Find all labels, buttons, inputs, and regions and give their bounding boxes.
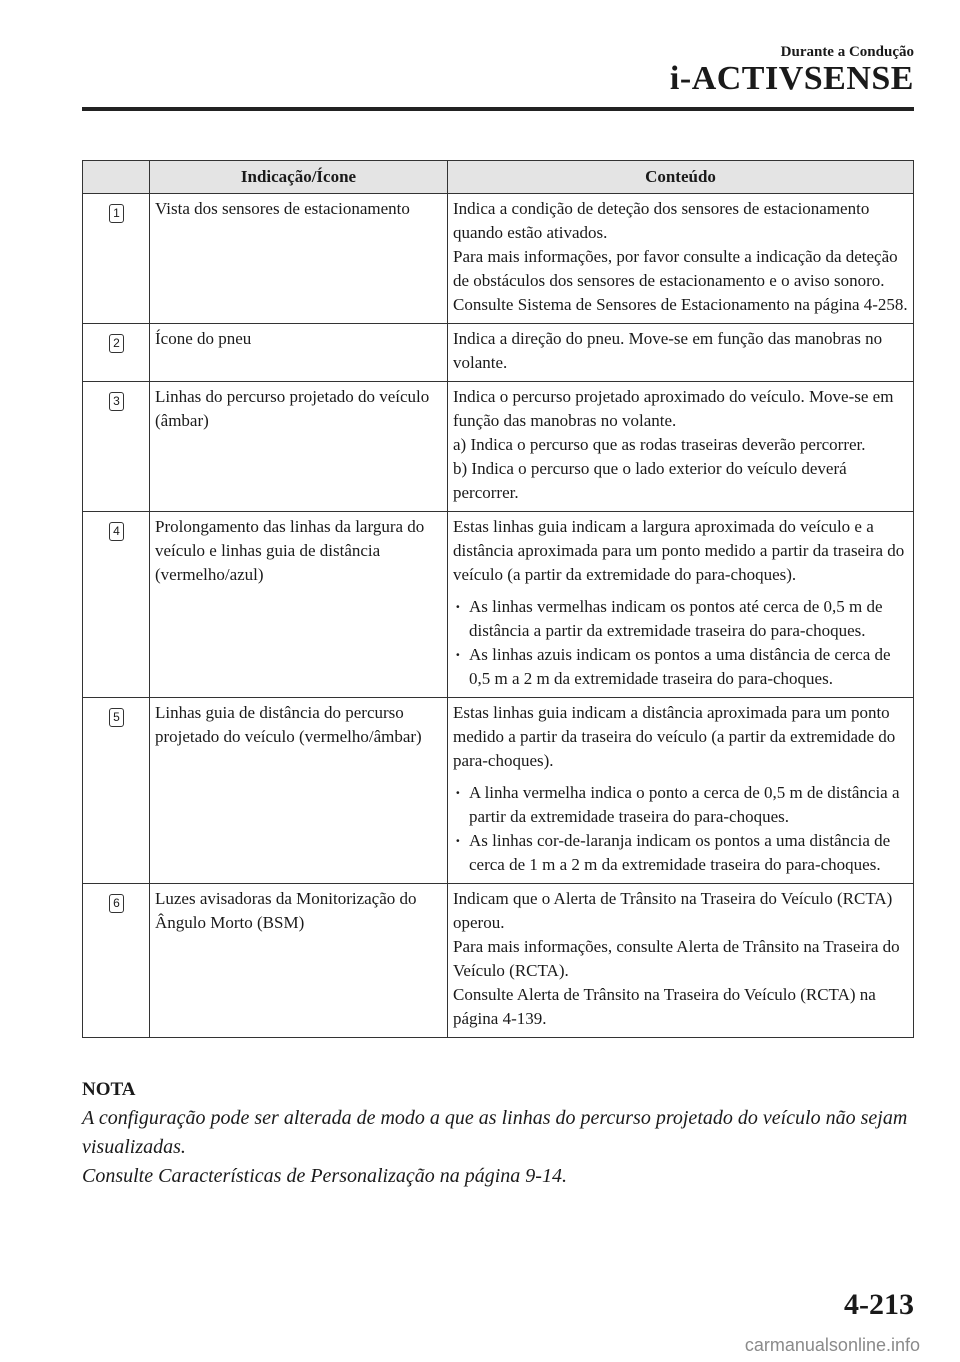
- content-paragraph: Indica o percurso projetado aproximado do veículo. Move-se em função das manobras no volante.: [453, 387, 894, 430]
- bullet-item: · A linha vermelha indica o ponto a cerca de 0,5 m de distância a partir da extremidade traseira do para-choques.: [469, 781, 909, 829]
- bullet-item: · As linhas vermelhas indicam os pontos até cerca de 0,5 m de distância a partir da extremidade traseira do para-choques.: [469, 595, 909, 643]
- note-reference: Consulte Características de Personalização na página 9-14.: [82, 1165, 567, 1187]
- content-paragraph: Indica a condição de deteção dos sensores de estacionamento quando estão ativados.: [453, 199, 870, 242]
- watermark: carmanualsonline.info: [744, 1335, 920, 1355]
- table-body: [83, 194, 914, 1038]
- indicator-cell: Linhas do percurso projetado do veículo (âmbar): [150, 382, 448, 512]
- indicator-cell: Vista dos sensores de estacionamento: [150, 194, 448, 324]
- indicator-cell: Linhas guia de distância do percurso projetado do veículo (vermelho/âmbar): [150, 698, 448, 884]
- indicator-cell: Ícone do pneu: [150, 324, 448, 382]
- content-paragraph: b) Indica o percurso que o lado exterior do veículo deverá percorrer.: [453, 459, 847, 502]
- callout-number-badge: 4: [109, 522, 124, 541]
- bullet-item: · As linhas azuis indicam os pontos a uma distância de cerca de 0,5 m a 2 m da extremidade traseira do para-choques.: [469, 643, 909, 691]
- callout-number-badge: 2: [109, 334, 124, 353]
- bullet-list: [453, 595, 909, 691]
- content-cell: [448, 324, 914, 382]
- row-number-cell: [83, 698, 150, 884]
- content-cell: [448, 194, 914, 324]
- note-title: NOTA: [82, 1079, 136, 1100]
- indicator-cell: Prolongamento das linhas da largura do veículo e linhas guia de distância (vermelho/azul): [150, 512, 448, 698]
- table-row: [83, 194, 914, 324]
- indicator-table: [82, 160, 914, 1038]
- content-cell: [448, 382, 914, 512]
- header-cell-indicator: Indicação/Ícone: [150, 161, 448, 194]
- table-row: [83, 382, 914, 512]
- table-row: [83, 324, 914, 382]
- callout-number-badge: 5: [109, 708, 124, 727]
- content-cell: [448, 512, 914, 698]
- content-paragraph: Indica a direção do pneu. Move-se em função das manobras no volante.: [453, 329, 883, 372]
- content-paragraph: Para mais informações, por favor consulte a indicação da deteção de obstáculos dos sensores de estacionamento e o aviso sonoro.: [453, 247, 898, 290]
- content-paragraph: Para mais informações, consulte Alerta de Trânsito na Traseira do Veículo (RCTA).: [453, 937, 900, 980]
- callout-number-badge: 3: [109, 392, 124, 411]
- bullet-item: · As linhas cor-de-laranja indicam os pontos a uma distância de cerca de 1 m a 2 m da extremidade traseira do para-choques.: [469, 829, 909, 877]
- table-header-row: [83, 161, 914, 194]
- row-number-cell: [83, 382, 150, 512]
- content-paragraph: Consulte Alerta de Trânsito na Traseira do Veículo (RCTA) na página 4-139.: [453, 985, 876, 1028]
- content-cell: [448, 884, 914, 1038]
- row-number-cell: [83, 324, 150, 382]
- chapter-title: i-ACTIVSENSE: [669, 60, 914, 97]
- table-row: [83, 512, 914, 698]
- row-number-cell: [83, 194, 150, 324]
- content-paragraph: a) Indica o percurso que as rodas traseiras deverão percorrer.: [453, 435, 866, 454]
- header-cell-number: [83, 161, 150, 194]
- callout-number-badge: 6: [109, 894, 124, 913]
- content-cell: [448, 698, 914, 884]
- table-row: [83, 884, 914, 1038]
- bullet-list: [453, 781, 909, 877]
- callout-number-badge: 1: [109, 204, 124, 223]
- note-text: A configuração pode ser alterada de modo a que as linhas do percurso projetado do veículo não sejam visualizadas.: [82, 1107, 908, 1158]
- content-paragraph: Estas linhas guia indicam a largura aproximada do veículo e a distância aproximada para um ponto medido a partir da traseira do veículo (a partir da extremidade do para-choques).: [453, 517, 905, 584]
- page-number: 4-213: [844, 1288, 914, 1321]
- content-paragraph: Estas linhas guia indicam a distância aproximada para um ponto medido a partir da traseira do veículo (a partir da extremidade do para-choques).: [453, 703, 896, 770]
- note-box: [82, 1075, 922, 1191]
- header-cell-content: Conteúdo: [448, 161, 914, 194]
- row-number-cell: [83, 512, 150, 698]
- row-number-cell: [83, 884, 150, 1038]
- content-paragraph: Consulte Sistema de Sensores de Estacionamento na página 4-258.: [453, 295, 908, 314]
- content-paragraph: Indicam que o Alerta de Trânsito na Traseira do Veículo (RCTA) operou.: [453, 889, 893, 932]
- indicator-cell: Luzes avisadoras da Monitorização do Ângulo Morto (BSM): [150, 884, 448, 1038]
- section-title: Durante a Condução: [780, 44, 914, 60]
- header-divider: [82, 107, 914, 111]
- table-row: [83, 698, 914, 884]
